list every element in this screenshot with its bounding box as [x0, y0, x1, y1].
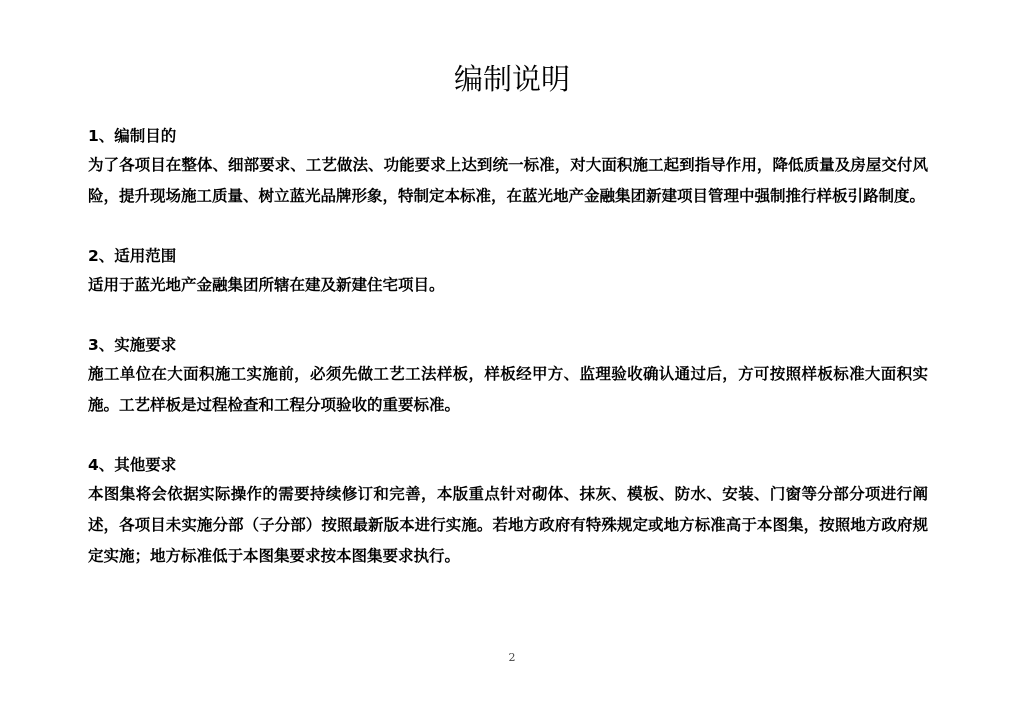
section-other	[88, 451, 928, 572]
section-paragraph: 施工单位在大面积施工实施前，必须先做工艺工法样板，样板经甲方、监理验收确认通过后，方可按照样板标准大面积实施。工艺样板是过程检查和工程分项验收的重要标准。	[88, 365, 928, 414]
section-heading: 4、其他要求	[88, 456, 177, 474]
section-paragraph: 适用于蓝光地产金融集团所辖在建及新建住宅项目。	[88, 276, 445, 294]
page-title: 编制说明	[453, 62, 570, 96]
section-heading: 3、实施要求	[88, 336, 177, 354]
section-implementation	[88, 331, 928, 421]
section-heading: 2、适用范围	[88, 247, 177, 265]
section-scope	[88, 242, 928, 301]
section-paragraph: 本图集将会依据实际操作的需要持续修订和完善，本版重点针对砌体、抹灰、模板、防水、安装、门窗等分部分项进行阐述，各项目未实施分部（子分部）按照最新版本进行实施。若地方政府有特殊规定或地方标准高于本图集，按照地方政府规定实施；地方标准低于本图集要求按本图集要求执行。	[88, 485, 928, 565]
section-heading: 1、编制目的	[88, 127, 177, 145]
document-body	[88, 122, 928, 602]
section-paragraph: 为了各项目在整体、细部要求、工艺做法、功能要求上达到统一标准，对大面积施工起到指导作用，降低质量及房屋交付风险，提升现场施工质量、树立蓝光品牌形象，特制定本标准，在蓝光地产金融集团新建项目管理中强制推行样板引路制度。	[88, 156, 928, 205]
page-number: 2	[508, 651, 516, 664]
section-purpose	[88, 122, 928, 212]
